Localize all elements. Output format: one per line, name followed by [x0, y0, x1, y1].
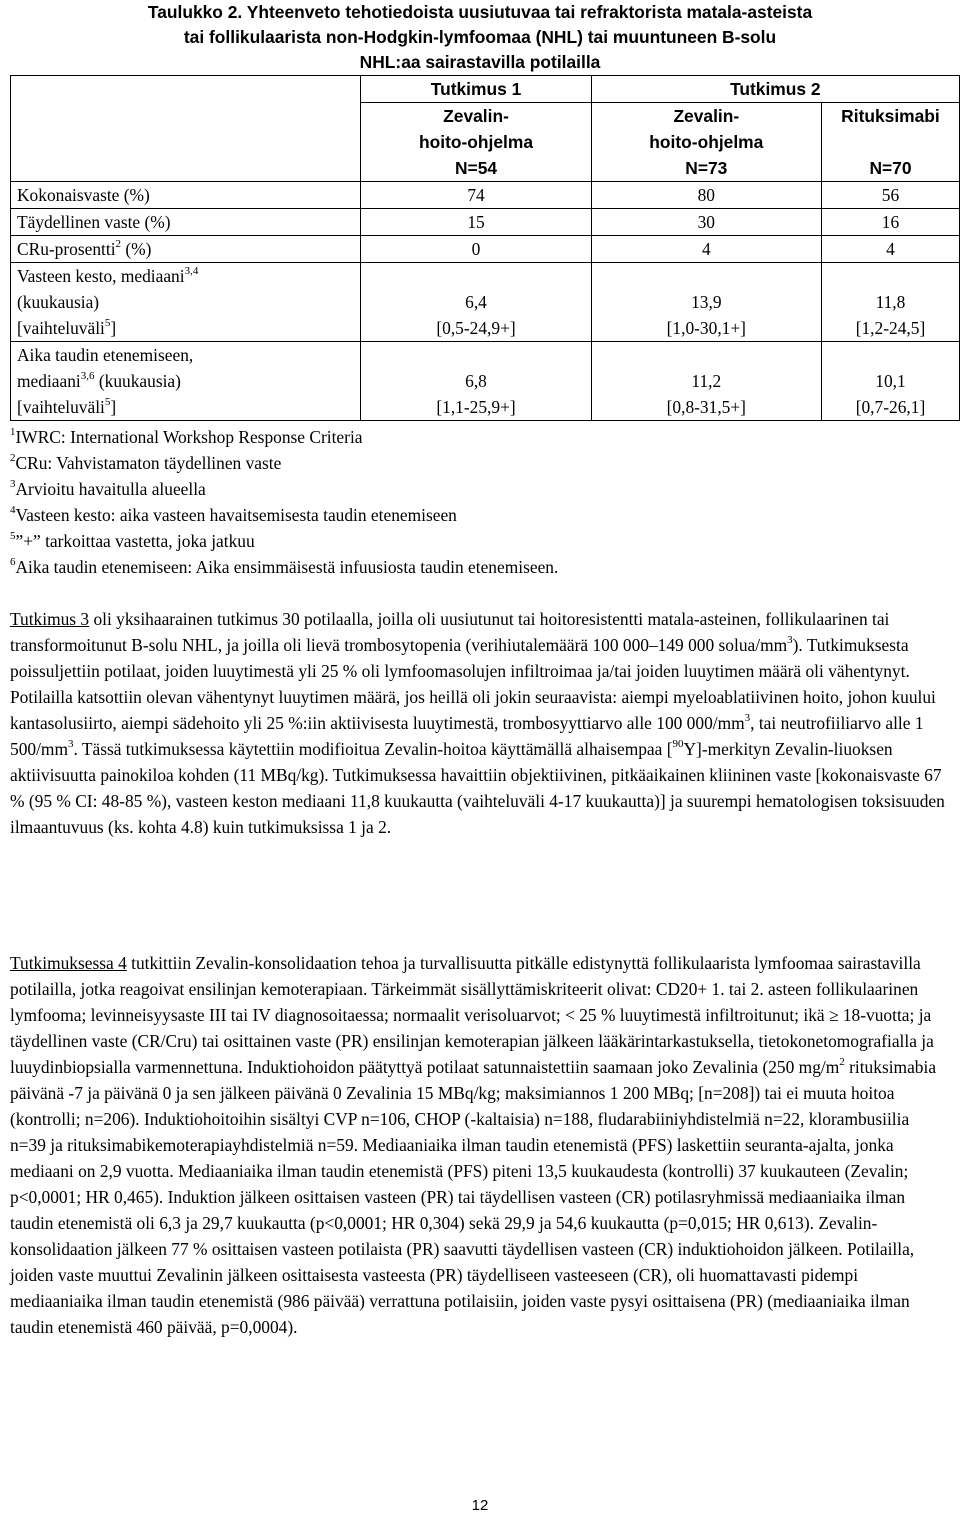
study4-paragraph: Tutkimuksessa 4 tutkittiin Zevalin-konsolidaation tehoa ja turvallisuutta pitkälle edistynyttä follikulaarista lymfoomaa sairastavilla potilailla, jotka reagoivat ensilinjan kemoterapiaan. Tärkeimmät sisällyttämiskriteerit olivat: CD20+ 1. tai 2. asteen follikulaarinen lymfooma; levinneisyysaste III tai IV diagnosoitaessa; normaalit verisoluarvot; < 25 % luuytimestä infiltroitunut; ikä ≥ 18-vuotta; ja täydellinen vaste (CR/Cru) tai osittainen vaste (PR) ensilinjan kemoterapian jälkeen lääkärintarkastuksella, tietokonetomografialla ja luuydinbiopsialla varmennettuna. Induktiohoidon päätyttyä potilaat satunnaistettiin saamaan joko Zevalinia (250 $mg/m^2$ rituksimabia päivänä -7 ja päivänä 0 ja sen jälkeen päivänä 0 Zevalinia 15 MBq/kg; maksimiannos 1 200 MBq; [n=208]) tai ei muuta hoitoa (kontrolli; n=206). Induktiohoitoihin sisältyi CVP n=106, CHOP (-kaltaisia) n=188, fludarabiiniyhdistelmiä n=22, klorambusiilia n=39 ja rituksimabikemoterapiayhdistelmiä n=59. Mediaaniaika ilman taudin etenemistä (PFS) laskettiin seuranta-ajalta, jonka mediaani on 2,9 vuotta. Mediaaniaika ilman taudin etenemistä (PFS) piteni 13,5 kuukaudesta (kontrolli) 37 kuukauteen (Zevalin; p<0,0001; HR 0,465). Induktion jälkeen osittaisen vasteen (PR) tai täydellisen vasteen (CR) potilasryhmissä mediaaniaika ilman taudin etenemistä oli 6,3 ja 29,7 kuukautta (p<0,0001; HR 0,304) sekä 29,9 ja 54,6 kuukautta (p=0,015; HR 0,613). Zevalin-konsolidaation jälkeen 77 % osittaisen vasteen potilaista (PR) saavutti täydellisen vasteen (CR) induktiohoidon jälkeen. Potilailla, joiden vaste muuttui Zevalinin jälkeen osittaisesta vasteesta (PR) täydelliseen vasteeseen (CR), oli huomattavasti pidempi mediaaniaika ilman taudin etenemistä (986 päivää) verrattuna potilaisiin, joiden vaste pysyi osittaisena (PR) (mediaaniaika ilman taudin etenemistä 460 päivää, p=0,0004). — [10, 953, 937, 1337]
col3-n: N=70 — [869, 158, 912, 178]
table-header-row — [11, 76, 960, 103]
footnote: $^5$”+” tarkoittaa vastetta, joka jatkuu — [10, 530, 255, 551]
row-label: Kokonaisvaste (%) — [11, 182, 361, 209]
cell-value: 74 — [361, 182, 591, 209]
cell-value: 11,2 [0,8-31,5+] — [591, 342, 821, 421]
empty-header-cell — [11, 76, 361, 182]
col3-name: Rituksimabi — [841, 106, 940, 126]
cell-value: 13,9 [1,0-30,1+] — [591, 263, 821, 342]
footnote: $^3$Arvioitu havaitulla alueella — [10, 478, 206, 499]
cell-value: 56 — [821, 182, 959, 209]
study3-paragraph: Tutkimus 3 oli yksihaarainen tutkimus 30 potilaalla, joilla oli uusiutunut tai hoitoresistentti matala-asteinen, follikulaarinen tai transformoitunut B-solu NHL, ja joilla oli lievä trombosytopenia (verihiutalemäärä 100 000–149 000 solua/$mm^3$). Tutkimuksesta poissuljettiin potilaat, joiden luuytimestä yli 25 % oli lymfoomasolujen infiltroimaa ja/tai joiden luuytimen määrä oli vähentynyt. Potilailla katsottiin olevan vähentynyt luuytimen määrä, jos heillä oli jokin seuraavista: aiempi myeloablatiivinen hoito, johon kuului kantasolusiirto, aiempi sädehoito yli 25 %:iin aktiivisesta luuytimestä, trombosyyttiarvo alle 100 $000/mm^3$, tai neutrofiiliarvo alle 1 $500/mm^3$. Tässä tutkimuksessa käytettiin modifioitua Zevalin-hoitoa käyttämällä alhaisempaa [$^{90}$Y]-merkityn Zevalin-liuoksen aktiivisuutta painokiloa kohden (11 MBq/kg). Tutkimuksessa havaittiin objektiivinen, pitkäaikainen kliininen vaste [kokonaisvaste 67 % (95 % CI: 48-85 %), vasteen keston mediaani 11,8 kuukautta (vaihteluväli 4-17 kuukautta)] ja suurempi hematologisen toksisuuden ilmaantuvuus (ks. kohta 4.8) kuin tutkimuksissa 1 ja 2. — [10, 609, 945, 837]
caption-line: Taulukko 2. Yhteenveto tehotiedoista uusiutuvaa tai refraktorista matala-asteista — [147, 2, 813, 22]
table-row — [11, 182, 960, 209]
cell-value: 6,4 [0,5-24,9+] — [361, 263, 591, 342]
col3-header — [821, 103, 959, 182]
cell-value: 4 — [821, 236, 959, 263]
footnote: $^2$CRu: Vahvistamaton täydellinen vaste — [10, 452, 282, 473]
table-caption — [10, 0, 950, 75]
col2-n: N=73 — [685, 158, 728, 178]
caption-line: tai follikulaarista non-Hodgkin-lymfoomaa (NHL) tai muuntuneen B-solu — [183, 27, 777, 47]
table-row — [11, 236, 960, 263]
table-row — [11, 209, 960, 236]
study3-heading: Tutkimus 3 — [10, 609, 90, 629]
cell-value: 10,1 [0,7-26,1] — [821, 342, 959, 421]
row-label: CRu-prosentti$^2$ (%) — [11, 236, 361, 263]
cell-value: 30 — [591, 209, 821, 236]
row-label: Täydellinen vaste (%) — [11, 209, 361, 236]
cell-value: 80 — [591, 182, 821, 209]
study2-header: Tutkimus 2 — [591, 76, 959, 103]
study1-header: Tutkimus 1 — [361, 76, 591, 103]
col1-name: hoito-ohjelma — [419, 132, 534, 152]
caption-line: NHL:aa sairastavilla potilailla — [359, 52, 601, 72]
efficacy-summary-table — [10, 75, 960, 421]
row-label: Vasteen kesto, mediaani$^{3,4}$ (kuukausia) [vaihteluväli$^5$] — [11, 263, 361, 342]
cell-value: 15 — [361, 209, 591, 236]
table-footnotes — [10, 424, 558, 580]
study4-heading: Tutkimuksessa 4 — [10, 953, 127, 973]
col1-header — [361, 103, 591, 182]
cell-value: 11,8 [1,2-24,5] — [821, 263, 959, 342]
page-number: 12 — [471, 1497, 489, 1514]
footnote: $^6$Aika taudin etenemiseen: Aika ensimmäisestä infuusiosta taudin etenemiseen. — [10, 556, 559, 577]
col1-n: N=54 — [454, 158, 498, 178]
table-row — [11, 263, 960, 342]
row-label: Aika taudin etenemiseen, mediaani$^{3,6}$ (kuukausia) [vaihteluväli$^5$] — [11, 342, 361, 421]
cell-value: 0 — [361, 236, 591, 263]
footnote: $^4$Vasteen kesto: aika vasteen havaitsemisesta taudin etenemiseen — [10, 504, 457, 525]
col1-name: Zevalin- — [443, 106, 509, 126]
col2-name: Zevalin- — [673, 106, 740, 126]
cell-value: 4 — [591, 236, 821, 263]
col2-header — [591, 103, 821, 182]
table-row — [11, 342, 960, 421]
col2-name: hoito-ohjelma — [649, 132, 764, 152]
cell-value: 6,8 [1,1-25,9+] — [361, 342, 591, 421]
cell-value: 16 — [821, 209, 959, 236]
footnote: $^1$IWRC: International Workshop Response Criteria — [10, 426, 363, 447]
